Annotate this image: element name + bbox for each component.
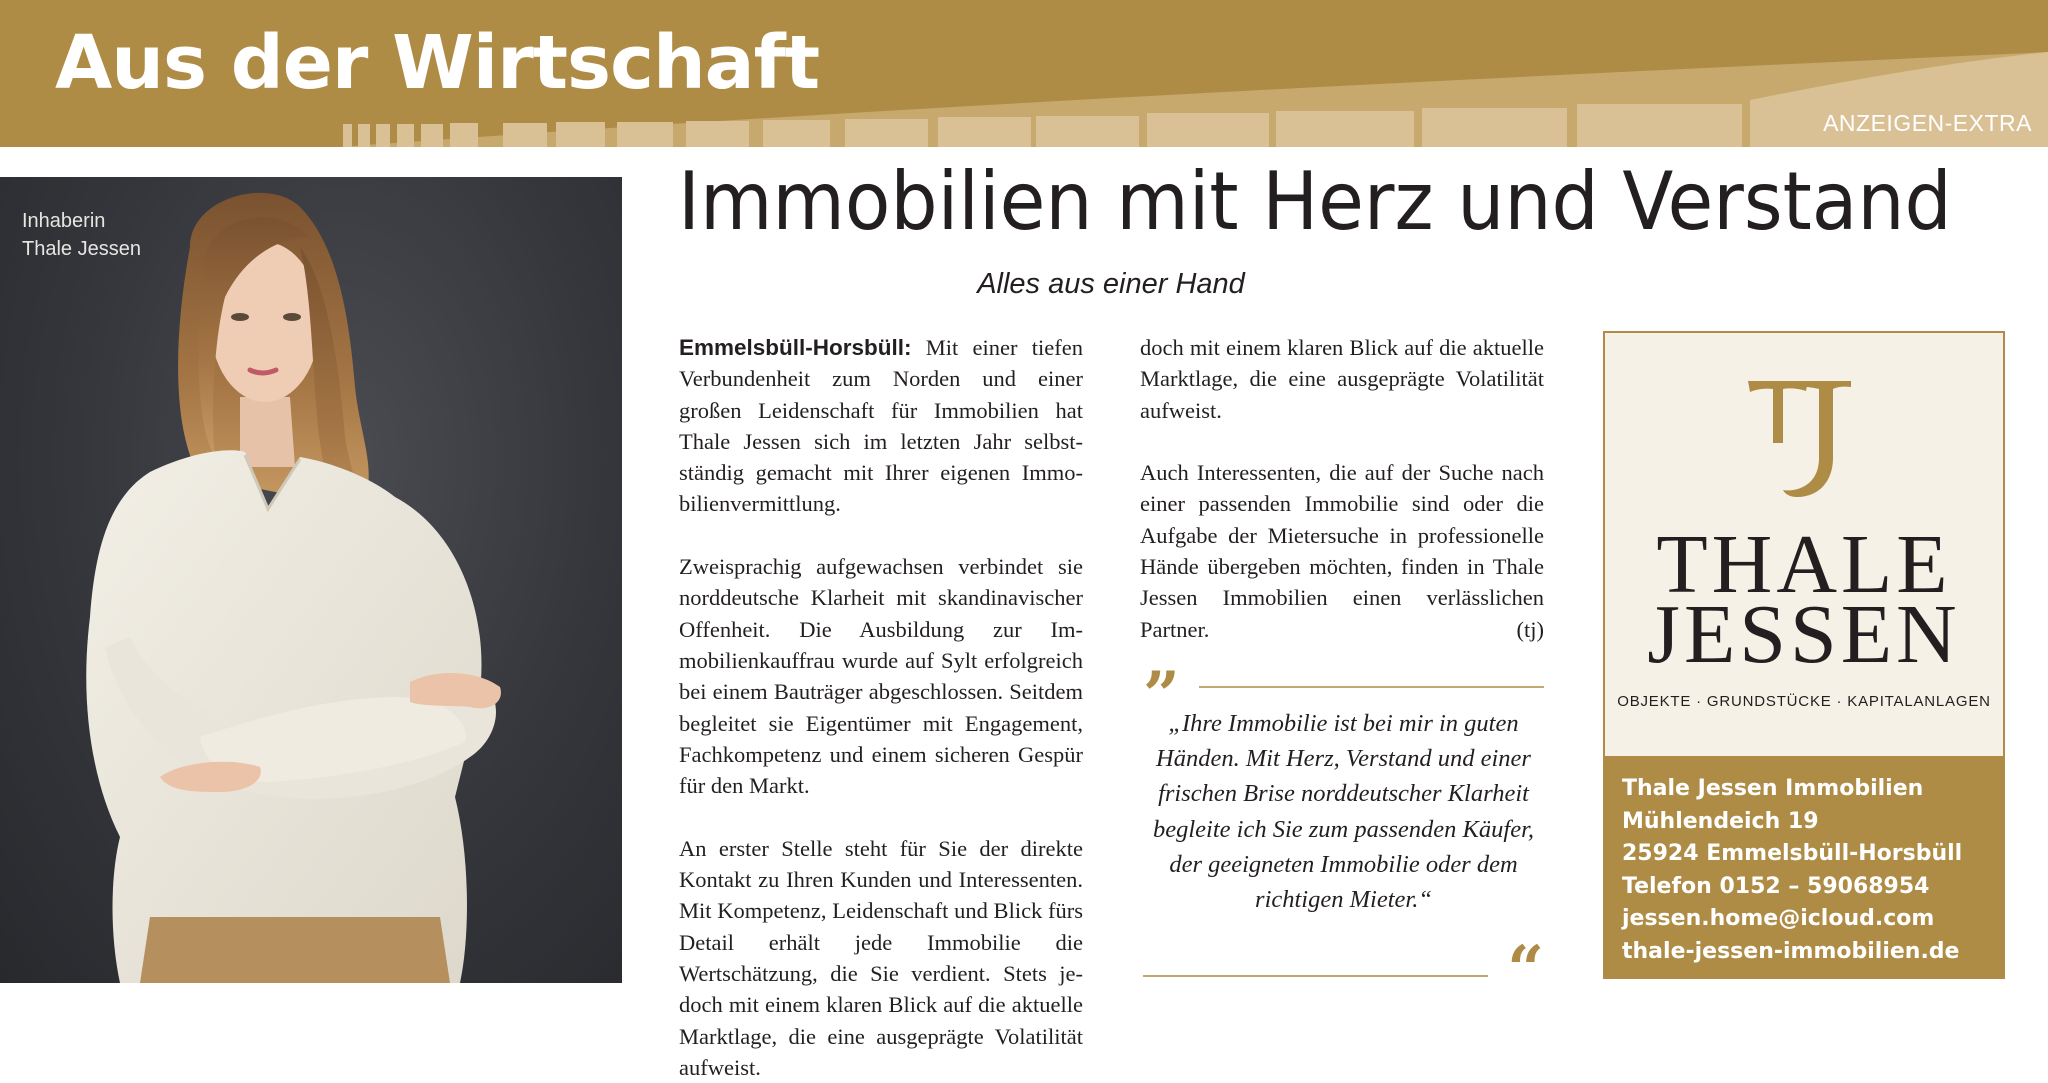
- header-title: Aus der Wirtschaft: [55, 20, 820, 106]
- article-column-2: [1140, 332, 1544, 645]
- ad-brand-name-line2: JESSEN: [1647, 588, 1961, 681]
- article-lead-paragraph: [679, 332, 1083, 520]
- lead-text: Mit einer tiefen Verbundenheit zum Norden und einer großen Leidenschaft für Immobilien hat Thale Jessen sich im letzten Jahr selbstständig gemacht mit Ihrer eigenen Immobilienvermittlung.: [679, 335, 1083, 517]
- article-paragraph-3: An erster Stelle steht für Sie der direkte Kontakt zu Ihren Kunden und Interessenten. Mit Kompetenz, Leidenschaft und Blick fürs Detail erhält jede Immobilie die Wertschätzung, die Sie verdient. Stets jedoch mit einem klaren Blick auf die aktuelle Marktlage, die eine ausgeprägte Volatilität aufweist.: [679, 835, 1083, 1080]
- owner-portrait-photo: [0, 177, 622, 983]
- quote-divider-top: [1199, 686, 1544, 688]
- article-paragraph-2: Zweisprachig aufgewachsen verbindet sie norddeutsche Klarheit mit skandinavischer Offenheit. Die Ausbildung zur Immobilienkauffrau wurde auf Sylt erfolgreich bei einem Bauträger abgeschlossen. Seitdem begleitet sie Eigentümer mit Engagement, Fachkompetenz und einem sicheren Gespür für den Markt.: [679, 554, 1083, 799]
- article-paragraph-3-continued: doch mit einem klaren Blick auf die aktuelle Marktlage, die eine ausgeprägte Volatilität aufweist.: [1140, 335, 1544, 423]
- article-column-1: [679, 332, 1083, 1080]
- article-paragraph-4: [1140, 457, 1544, 645]
- quote-close-mark-icon: “: [1507, 932, 1544, 1007]
- photo-caption-name: Thale Jessen: [22, 238, 141, 260]
- portrait-illustration: [0, 177, 622, 983]
- author-signature: (tj): [1516, 616, 1544, 642]
- article-subheadline: Alles aus einer Hand: [977, 268, 1245, 300]
- contact-email-link[interactable]: jessen.home@icloud.com: [1622, 906, 1935, 931]
- tj-monogram-logo: [1605, 373, 2003, 497]
- quote-open-mark-icon: ”: [1143, 658, 1180, 733]
- ad-brand-name: [1605, 518, 2003, 681]
- contact-website-link[interactable]: thale-jessen-immobilien.de: [1622, 938, 1960, 964]
- quote-top-rule: [1143, 658, 1544, 733]
- anzeigen-extra-label: ANZEIGEN-EXTRA: [1823, 110, 2032, 136]
- ad-brand-name-line1: THALE: [1656, 518, 1952, 611]
- advertisement-box: [1603, 331, 2005, 979]
- quote-divider-bottom: [1143, 975, 1488, 977]
- contact-city: 25924 Emmelsbüll-Horsbüll: [1622, 841, 1963, 866]
- lead-location: Emmelsbüll-Horsbüll:: [679, 335, 912, 360]
- pull-quote: „Ihre Immobilie ist bei mir in guten Händen. Mit Herz, Verstand und einer frischen Brise norddeutscher Klarheit begleite ich Sie zum passenden Käufer, der geeigneten Immobilie oder dem richtigen Mieter.“: [1152, 710, 1535, 914]
- contact-company: Thale Jessen Immobilien: [1622, 776, 1924, 801]
- photo-caption: [22, 207, 141, 263]
- ad-tagline: OBJEKTE · GRUNDSTÜCKE · KAPITALANLAGEN: [1617, 693, 1991, 710]
- section-header: [0, 0, 2048, 147]
- quote-bottom-rule: [1143, 932, 1544, 1007]
- photo-caption-role: Inhaberin: [22, 210, 106, 232]
- paragraph-4-text: Auch Interessenten, die auf der Suche nach einer passenden Immobilie sind oder die Aufgabe der Mietersuche in professionelle Hände übergeben möchten, finden in Thale Jessen Immobilien einen verlässlichen Partner.: [1140, 460, 1544, 642]
- contact-phone[interactable]: Telefon 0152 – 59068954: [1622, 873, 1930, 899]
- contact-street: Mühlendeich 19: [1622, 808, 1819, 834]
- article-headline: Immobilien mit Herz und Verstand: [678, 155, 1952, 248]
- ad-contact-block: [1605, 756, 2003, 977]
